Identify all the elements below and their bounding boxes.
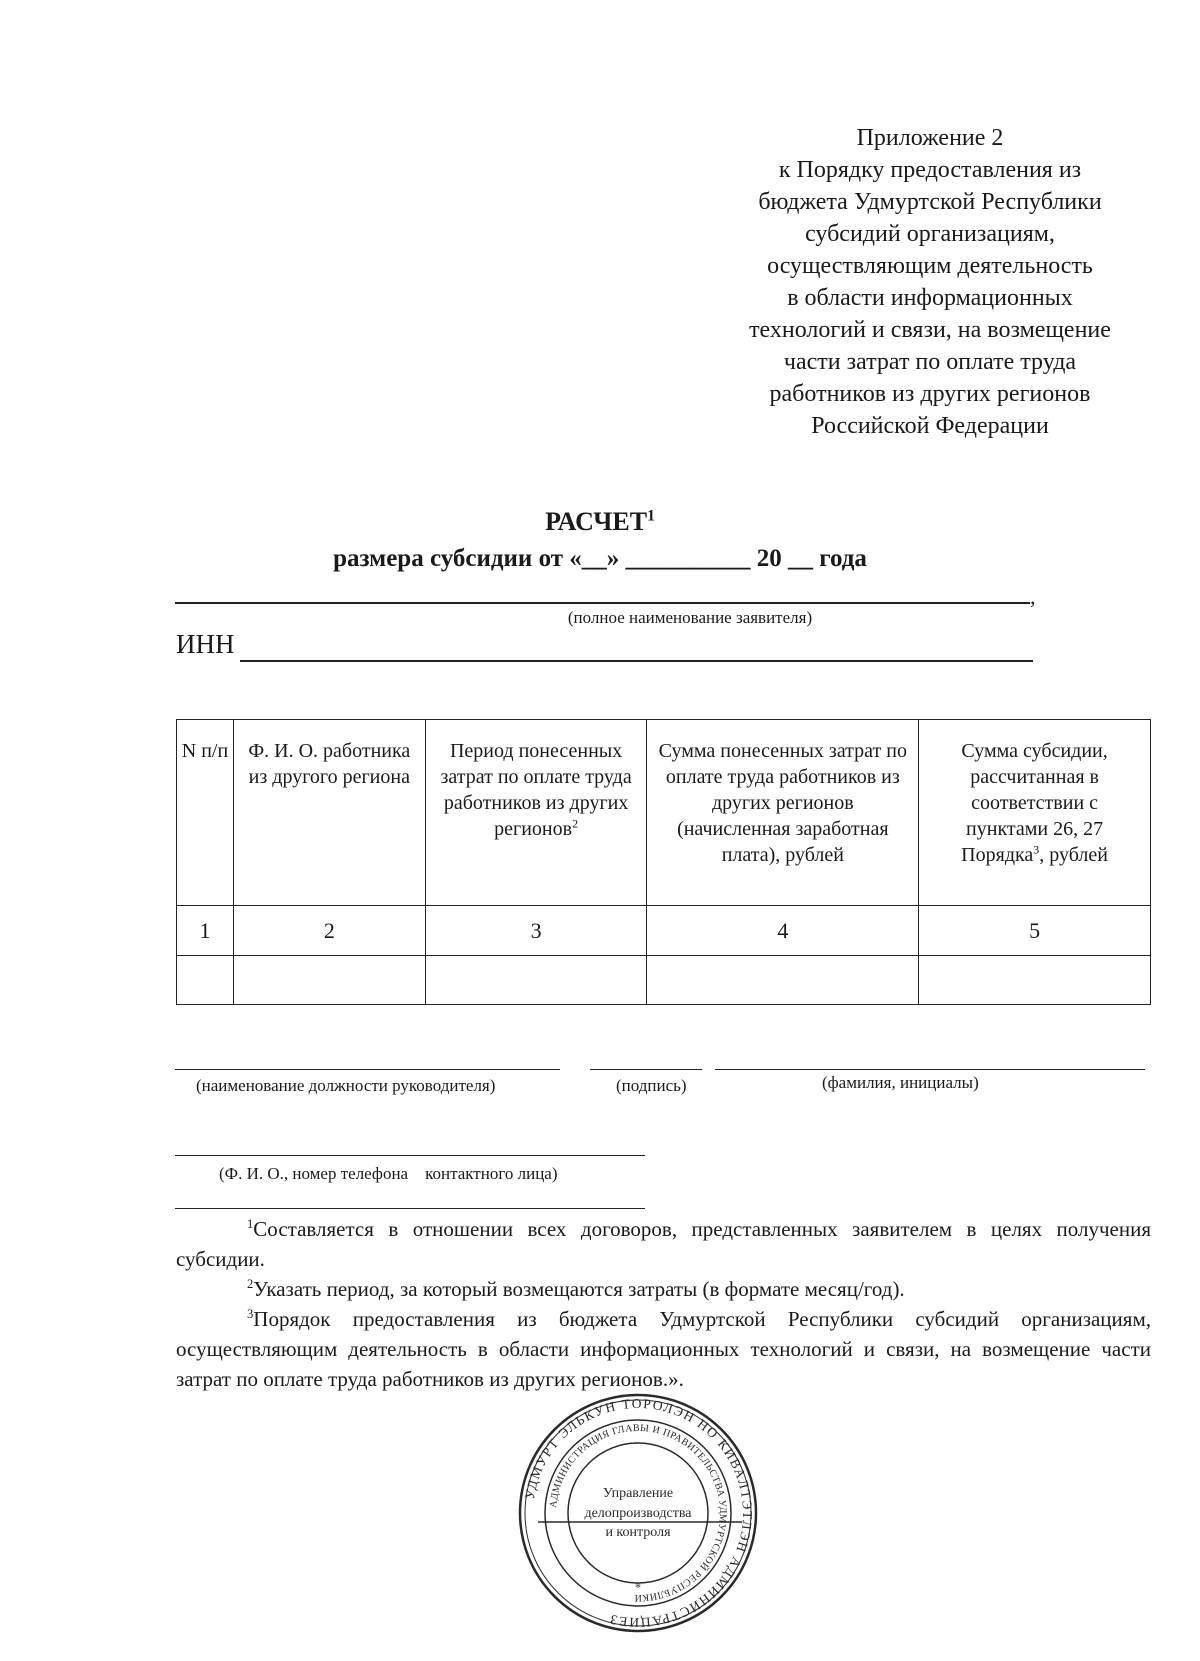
empty-cell[interactable] — [177, 956, 234, 1005]
empty-cell[interactable] — [425, 956, 647, 1005]
column-number-cell: 3 — [425, 906, 647, 956]
official-seal — [518, 1393, 758, 1633]
appendix-line: к Порядку предоставления из — [778, 157, 1082, 183]
seal-center-line: и контроля — [605, 1525, 671, 1540]
seal-outer-text: УДМУРТ ЭЛЬКУН ТОРОЛЭН НО КИВАЛТЭТЛЭН АДМИНИСТРАЦИЕЗ — [521, 1395, 756, 1631]
document-title — [0, 507, 1200, 537]
header-cell-name — [233, 720, 425, 906]
appendix-line: Приложение 2 — [856, 125, 1004, 151]
empty-cell[interactable] — [647, 956, 919, 1005]
seal-inner-text: АДМИНИСТРАЦИЯ ГЛАВЫ И ПРАВИТЕЛЬСТВА УДМУРТСКОЙ РЕСПУБЛИКИ — [548, 1422, 729, 1604]
position-line[interactable] — [175, 1069, 560, 1070]
header-footnote-mark: 2 — [572, 816, 579, 831]
name-line[interactable] — [715, 1069, 1145, 1070]
column-number-cell: 2 — [233, 906, 425, 956]
header-footnote-mark: 3 — [1033, 842, 1040, 857]
header-text: Ф. И. О. работника из другого региона — [248, 740, 411, 788]
header-text: Сумма понесенных затрат по оплате труда работников из других регионов (начисленная заработная плата), рублей — [658, 740, 907, 866]
contact-line[interactable] — [175, 1155, 645, 1156]
footnote-2 — [176, 1274, 1151, 1304]
table-header-row — [177, 720, 1151, 906]
footnote-text: Указать период, за который возмещаются затраты (в формате месяц/год). — [253, 1277, 905, 1301]
seal-center-line: делопроизводства — [584, 1506, 692, 1521]
seal-star: * — [635, 1580, 641, 1594]
appendix-line: бюджета Удмуртской Республики — [758, 189, 1102, 215]
applicant-name-line[interactable] — [175, 602, 1030, 604]
footnote-text: Порядок предоставления из бюджета Удмуртской Республики субсидий организациям, осуществляющим деятельность в области информационных технологий и связи, на возмещение части затрат по оплате труда работников из других регионов.». — [176, 1307, 1151, 1391]
header-cell-period — [425, 720, 647, 906]
footnotes — [176, 1214, 1151, 1394]
position-caption: (наименование должности руководителя) — [196, 1076, 496, 1095]
header-cell-number — [177, 720, 234, 906]
header-cell-expenses — [647, 720, 919, 906]
column-number-cell: 5 — [919, 906, 1151, 956]
footnote-mark: 3 — [247, 1307, 254, 1321]
header-text: Сумма субсидии, рассчитанная в соответствии с пунктами 26, 27 Порядка — [961, 740, 1108, 866]
empty-cell[interactable] — [233, 956, 425, 1005]
name-caption: (фамилия, инициалы) — [822, 1073, 979, 1092]
inn-input-line[interactable] — [240, 660, 1033, 662]
inn-label: ИНН — [176, 629, 235, 659]
title-text: РАСЧЕТ — [545, 507, 648, 536]
appendix-line: осуществляющим деятельность — [767, 253, 1093, 279]
footnote-text: Составляется в отношении всех договоров, представленных заявителем в целях получения субсидии. — [176, 1217, 1151, 1271]
column-number-cell: 1 — [177, 906, 234, 956]
signature-line[interactable] — [590, 1069, 702, 1070]
table-row — [177, 956, 1151, 1005]
document-subtitle: размера субсидии от «__» __________ 20 __ года — [333, 545, 867, 572]
appendix-line: части затрат по оплате труда — [783, 349, 1077, 375]
footnote-1 — [176, 1214, 1151, 1274]
empty-cell[interactable] — [919, 956, 1151, 1005]
appendix-line: в области информационных — [787, 285, 1073, 311]
applicant-comma: , — [1030, 584, 1036, 609]
header-text-suffix: , рублей — [1039, 844, 1108, 866]
title-footnote-mark: 1 — [647, 507, 655, 525]
header-cell-subsidy — [919, 720, 1151, 906]
contact-caption: (Ф. И. О., номер телефона контактного лица) — [219, 1164, 558, 1183]
appendix-line: Российской Федерации — [811, 413, 1049, 439]
appendix-header — [700, 122, 1160, 442]
appendix-line: работников из других регионов — [769, 381, 1091, 407]
footnote-separator — [175, 1208, 645, 1209]
header-text: Период понесенных затрат по оплате труда работников из других регионов — [440, 740, 632, 840]
appendix-line: технологий и связи, на возмещение — [749, 317, 1111, 343]
header-text: N п/п — [181, 740, 229, 762]
footnote-mark: 2 — [247, 1277, 254, 1291]
table-row — [177, 906, 1151, 956]
seal-center-line: Управление — [602, 1486, 674, 1501]
calculation-table — [176, 719, 1151, 1005]
appendix-line: субсидий организациям, — [805, 221, 1055, 247]
footnote-3 — [176, 1304, 1151, 1394]
column-number-cell: 4 — [647, 906, 919, 956]
applicant-caption: (полное наименование заявителя) — [567, 608, 813, 627]
footnote-mark: 1 — [247, 1217, 254, 1231]
signature-caption: (подпись) — [616, 1076, 687, 1095]
